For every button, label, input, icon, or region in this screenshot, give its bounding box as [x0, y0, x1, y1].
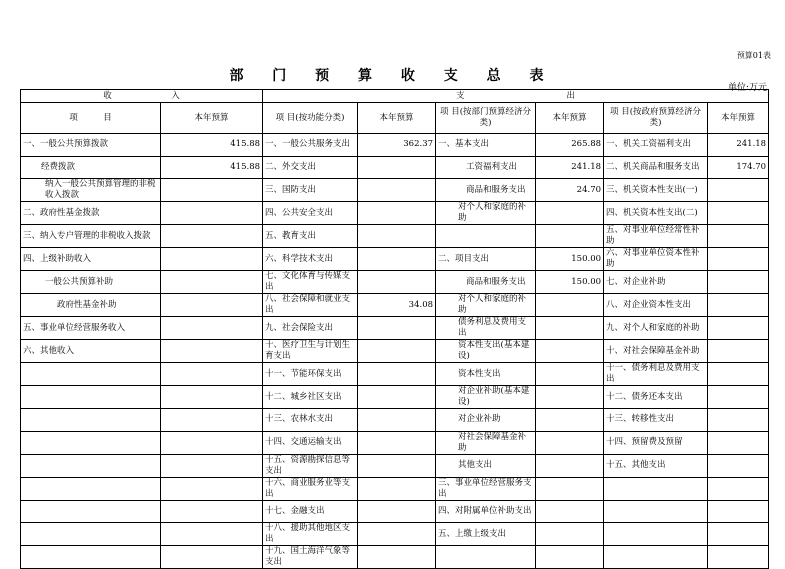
- table-row: [21, 179, 769, 202]
- item-cell: 十三、农林水支出: [263, 409, 358, 432]
- form-code: 预算01表: [736, 51, 771, 60]
- item-cell: 二、项目支出: [436, 248, 536, 271]
- budget-value-cell: [536, 294, 604, 317]
- item-cell: 十二、城乡社区支出: [263, 386, 358, 409]
- budget-value-cell: [536, 202, 604, 225]
- item-cell: 七、文化体育与传媒支出: [263, 271, 358, 294]
- budget-value-cell: [708, 477, 769, 500]
- item-cell: 一、基本支出: [436, 134, 536, 157]
- item-cell: 经费拨款: [21, 156, 161, 179]
- item-cell: [604, 500, 708, 523]
- budget-value-cell: [358, 248, 436, 271]
- unit-label: 单位:万元: [727, 83, 767, 93]
- budget-value-cell: [708, 523, 769, 546]
- item-cell: 三、机关资本性支出(一): [604, 179, 708, 202]
- item-cell: [21, 454, 161, 477]
- item-cell: 六、对事业单位资本性补助: [604, 248, 708, 271]
- item-cell: 三、国防支出: [263, 179, 358, 202]
- budget-value-cell: [358, 271, 436, 294]
- budget-value-cell: 415.88: [161, 156, 263, 179]
- table-row: [21, 317, 769, 340]
- item-cell: 十五、其他支出: [604, 454, 708, 477]
- budget-value-cell: [358, 179, 436, 202]
- item-cell: [21, 546, 161, 569]
- item-cell: 对企业补助(基本建设): [436, 386, 536, 409]
- budget-value-cell: [708, 317, 769, 340]
- budget-value-cell: [358, 523, 436, 546]
- col-budget-header: 本年预算: [536, 103, 604, 134]
- item-cell: 九、社会保险支出: [263, 317, 358, 340]
- budget-value-cell: [358, 454, 436, 477]
- col-item-header: 项 目: [21, 103, 161, 134]
- budget-value-cell: [708, 431, 769, 454]
- budget-value-cell: [708, 340, 769, 363]
- item-cell: 四、机关资本性支出(二): [604, 202, 708, 225]
- budget-value-cell: [708, 500, 769, 523]
- budget-value-cell: [358, 409, 436, 432]
- budget-value-cell: [708, 409, 769, 432]
- table-row: [21, 156, 769, 179]
- item-cell: [21, 477, 161, 500]
- budget-value-cell: 241.18: [708, 134, 769, 157]
- item-cell: 三、纳入专户管理的非税收入拨款: [21, 225, 161, 248]
- budget-value-cell: [161, 477, 263, 500]
- budget-value-cell: [536, 500, 604, 523]
- item-cell: 工资福利支出: [436, 156, 536, 179]
- table-row: [21, 500, 769, 523]
- budget-value-cell: [708, 248, 769, 271]
- item-cell: 五、教育支出: [263, 225, 358, 248]
- budget-value-cell: 415.88: [161, 134, 263, 157]
- item-cell: 五、对事业单位经常性补助: [604, 225, 708, 248]
- budget-value-cell: [161, 248, 263, 271]
- item-cell: 七、对企业补助: [604, 271, 708, 294]
- item-cell: 十五、资源勘探信息等支出: [263, 454, 358, 477]
- item-cell: 四、对附属单位补助支出: [436, 500, 536, 523]
- item-cell: 一、一般公共服务支出: [263, 134, 358, 157]
- item-cell: 政府性基金补助: [21, 294, 161, 317]
- item-cell: 十四、预留费及预留: [604, 431, 708, 454]
- budget-value-cell: [708, 363, 769, 386]
- col-budget-header: 本年预算: [161, 103, 263, 134]
- budget-value-cell: [161, 546, 263, 569]
- item-cell: 资本性支出: [436, 363, 536, 386]
- table-row: [21, 202, 769, 225]
- item-cell: 一般公共预算补助: [21, 271, 161, 294]
- budget-value-cell: [358, 225, 436, 248]
- budget-value-cell: [536, 546, 604, 569]
- item-cell: 十九、国土海洋气象等支出: [263, 546, 358, 569]
- item-cell: 资本性支出(基本建设): [436, 340, 536, 363]
- item-cell: 纳入一般公共预算管理的非税收入拨款: [21, 179, 161, 202]
- budget-value-cell: [358, 431, 436, 454]
- item-cell: 十一、节能环保支出: [263, 363, 358, 386]
- budget-value-cell: 150.00: [536, 248, 604, 271]
- budget-value-cell: [708, 546, 769, 569]
- item-cell: [21, 386, 161, 409]
- item-cell: 十六、商业服务业等支出: [263, 477, 358, 500]
- budget-value-cell: [161, 294, 263, 317]
- item-cell: 一、一般公共预算拨款: [21, 134, 161, 157]
- item-cell: [21, 409, 161, 432]
- item-cell: 商品和服务支出: [436, 271, 536, 294]
- col-budget-header: 本年预算: [708, 103, 769, 134]
- budget-value-cell: [536, 386, 604, 409]
- item-cell: 二、机关商品和服务支出: [604, 156, 708, 179]
- budget-value-cell: [161, 363, 263, 386]
- item-cell: [21, 363, 161, 386]
- item-cell: 六、其他收入: [21, 340, 161, 363]
- budget-value-cell: 265.88: [536, 134, 604, 157]
- item-cell: [21, 523, 161, 546]
- budget-value-cell: [161, 317, 263, 340]
- item-cell: [436, 546, 536, 569]
- item-cell: [21, 500, 161, 523]
- table-row: [21, 523, 769, 546]
- budget-value-cell: [161, 454, 263, 477]
- item-cell: 三、事业单位经营服务支出: [436, 477, 536, 500]
- budget-value-cell: [708, 271, 769, 294]
- item-cell: 商品和服务支出: [436, 179, 536, 202]
- budget-value-cell: [358, 340, 436, 363]
- budget-value-cell: [161, 409, 263, 432]
- item-cell: 八、对企业资本性支出: [604, 294, 708, 317]
- budget-value-cell: 241.18: [536, 156, 604, 179]
- table-row: [21, 134, 769, 157]
- item-cell: [21, 431, 161, 454]
- budget-value-cell: [536, 363, 604, 386]
- budget-value-cell: 24.70: [536, 179, 604, 202]
- budget-value-cell: [358, 500, 436, 523]
- item-cell: 十、对社会保障基金补助: [604, 340, 708, 363]
- budget-value-cell: [708, 294, 769, 317]
- item-cell: 九、对个人和家庭的补助: [604, 317, 708, 340]
- item-cell: 八、社会保障和就业支出: [263, 294, 358, 317]
- col-gov-econ-header: 项 目(按政府预算经济分类): [604, 103, 708, 134]
- budget-value-cell: [536, 340, 604, 363]
- table-row: [21, 225, 769, 248]
- item-cell: 一、机关工资福利支出: [604, 134, 708, 157]
- budget-value-cell: [161, 271, 263, 294]
- budget-value-cell: 150.00: [536, 271, 604, 294]
- item-cell: 其他支出: [436, 454, 536, 477]
- page-title: 部 门 预 算 收 支 总 表: [229, 68, 556, 84]
- item-cell: 四、上级补助收入: [21, 248, 161, 271]
- item-cell: 二、外交支出: [263, 156, 358, 179]
- table-row: [21, 454, 769, 477]
- budget-value-cell: [161, 340, 263, 363]
- item-cell: 五、上缴上级支出: [436, 523, 536, 546]
- item-cell: 十八、援助其他地区支出: [263, 523, 358, 546]
- budget-value-cell: [708, 225, 769, 248]
- col-budget-header: 本年预算: [358, 103, 436, 134]
- budget-value-cell: [536, 409, 604, 432]
- item-cell: 对个人和家庭的补助: [436, 294, 536, 317]
- item-cell: 十七、金融支出: [263, 500, 358, 523]
- budget-value-cell: [161, 386, 263, 409]
- table-row: [21, 294, 769, 317]
- budget-value-cell: [536, 317, 604, 340]
- table-row: [21, 340, 769, 363]
- item-cell: 四、公共安全支出: [263, 202, 358, 225]
- table-row: [21, 409, 769, 432]
- budget-value-cell: [161, 179, 263, 202]
- budget-value-cell: 174.70: [708, 156, 769, 179]
- table-row: [21, 271, 769, 294]
- table-row: [21, 546, 769, 569]
- budget-value-cell: [536, 225, 604, 248]
- budget-value-cell: [358, 317, 436, 340]
- budget-value-cell: [708, 179, 769, 202]
- table-row: [21, 431, 769, 454]
- item-cell: 六、科学技术支出: [263, 248, 358, 271]
- budget-value-cell: [708, 454, 769, 477]
- budget-value-cell: [536, 454, 604, 477]
- budget-value-cell: [358, 386, 436, 409]
- item-cell: 对个人和家庭的补助: [436, 202, 536, 225]
- budget-value-cell: [358, 477, 436, 500]
- budget-value-cell: [358, 363, 436, 386]
- item-cell: 债务利息及费用支出: [436, 317, 536, 340]
- budget-value-cell: [358, 156, 436, 179]
- budget-value-cell: [161, 431, 263, 454]
- item-cell: 十四、交通运输支出: [263, 431, 358, 454]
- budget-value-cell: [358, 202, 436, 225]
- budget-summary-table: [20, 89, 769, 569]
- budget-value-cell: 362.37: [358, 134, 436, 157]
- budget-value-cell: [536, 477, 604, 500]
- budget-value-cell: [708, 386, 769, 409]
- table-row: [21, 477, 769, 500]
- item-cell: 十三、转移性支出: [604, 409, 708, 432]
- table-row: [21, 248, 769, 271]
- item-cell: 二、政府性基金拨款: [21, 202, 161, 225]
- budget-value-cell: 34.08: [358, 294, 436, 317]
- budget-value-cell: [708, 202, 769, 225]
- expense-header: 支 出: [263, 90, 769, 103]
- item-cell: 十、医疗卫生与计划生育支出: [263, 340, 358, 363]
- item-cell: 对社会保障基金补助: [436, 431, 536, 454]
- budget-value-cell: [536, 431, 604, 454]
- item-cell: [436, 225, 536, 248]
- budget-value-cell: [161, 500, 263, 523]
- item-cell: [604, 523, 708, 546]
- col-dept-econ-header: 项 目(按部门预算经济分类): [436, 103, 536, 134]
- income-header: 收 入: [21, 90, 263, 103]
- table-row: [21, 363, 769, 386]
- item-cell: [604, 477, 708, 500]
- item-cell: 十二、债务还本支出: [604, 386, 708, 409]
- item-cell: [604, 546, 708, 569]
- budget-value-cell: [358, 546, 436, 569]
- budget-value-cell: [536, 523, 604, 546]
- table-row: [21, 386, 769, 409]
- item-cell: 对企业补助: [436, 409, 536, 432]
- item-cell: 十一、债务利息及费用支出: [604, 363, 708, 386]
- item-cell: 五、事业单位经营服务收入: [21, 317, 161, 340]
- budget-value-cell: [161, 225, 263, 248]
- col-func-header: 项 目(按功能分类): [263, 103, 358, 134]
- budget-value-cell: [161, 202, 263, 225]
- budget-value-cell: [161, 523, 263, 546]
